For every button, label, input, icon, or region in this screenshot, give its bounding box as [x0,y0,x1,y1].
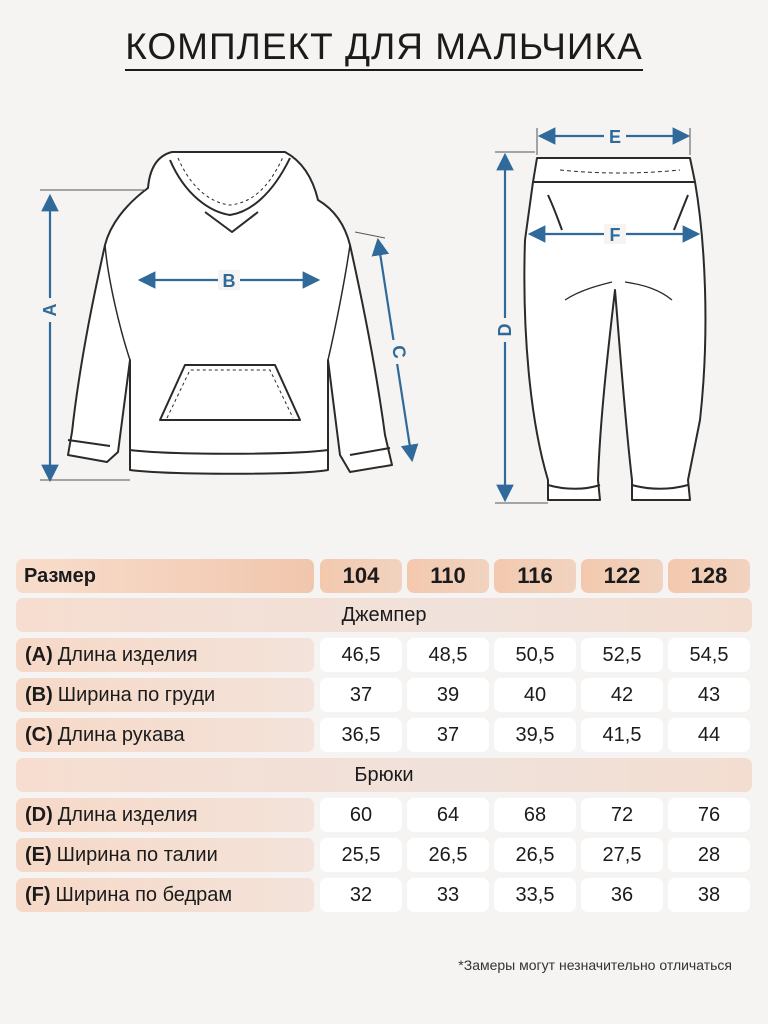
measure-name: Ширина по бедрам [55,883,233,906]
measure-value: 26,5 [494,838,576,872]
measure-value: 54,5 [668,638,750,672]
measure-value: 37 [320,678,402,712]
measure-name: Ширина по талии [56,843,218,866]
measure-value: 26,5 [407,838,489,872]
measure-value: 36,5 [320,718,402,752]
measure-value: 46,5 [320,638,402,672]
pants-drawing [524,158,705,500]
measure-value: 44 [668,718,750,752]
measure-value: 37 [407,718,489,752]
letter-a: A [40,303,60,317]
size-header-110: 110 [407,559,489,593]
size-header-116: 116 [494,559,576,593]
size-header-label: Размер [16,559,314,593]
measure-value: 60 [320,798,402,832]
measure-value: 68 [494,798,576,832]
measure-name: Ширина по груди [57,683,216,706]
measure-code: (F) [25,883,51,906]
measure-label [16,678,314,712]
measure-code: (D) [25,803,53,826]
measure-name: Длина изделия [57,643,198,666]
letter-d: D [495,323,515,337]
measure-value: 64 [407,798,489,832]
measure-value: 72 [581,798,663,832]
letter-c: C [388,343,410,360]
measure-value: 76 [668,798,750,832]
measure-name: Длина изделия [57,803,198,826]
measure-name: Длина рукава [57,723,185,746]
measure-value: 38 [668,878,750,912]
measure-code: (A) [25,643,53,666]
size-header-104: 104 [320,559,402,593]
measure-value: 25,5 [320,838,402,872]
measure-value: 52,5 [581,638,663,672]
measure-value: 39 [407,678,489,712]
measure-label [16,878,314,912]
measure-value: 28 [668,838,750,872]
measure-code: (E) [25,843,52,866]
page-title-text: КОМПЛЕКТ ДЛЯ МАЛЬЧИКА [125,26,643,71]
measure-value: 48,5 [407,638,489,672]
measure-label [16,838,314,872]
measure-value: 27,5 [581,838,663,872]
measure-value: 36 [581,878,663,912]
measure-value: 50,5 [494,638,576,672]
section-header: Джемпер [16,598,752,632]
footnote: *Замеры могут незначительно отличаться [458,957,732,973]
measure-code: (C) [25,723,53,746]
hoodie-drawing [68,152,392,474]
measure-value: 39,5 [494,718,576,752]
size-header-128: 128 [668,559,750,593]
measure-value: 33,5 [494,878,576,912]
measure-value: 43 [668,678,750,712]
section-header: Брюки [16,758,752,792]
measure-value: 32 [320,878,402,912]
measure-value: 33 [407,878,489,912]
size-header-122: 122 [581,559,663,593]
measure-label [16,718,314,752]
measure-label [16,798,314,832]
measure-label [16,638,314,672]
letter-b: B [222,271,236,291]
measure-code: (B) [25,683,53,706]
letter-f: F [609,225,621,245]
measure-value: 42 [581,678,663,712]
letter-e: E [608,127,622,147]
measure-value: 40 [494,678,576,712]
measure-value: 41,5 [581,718,663,752]
